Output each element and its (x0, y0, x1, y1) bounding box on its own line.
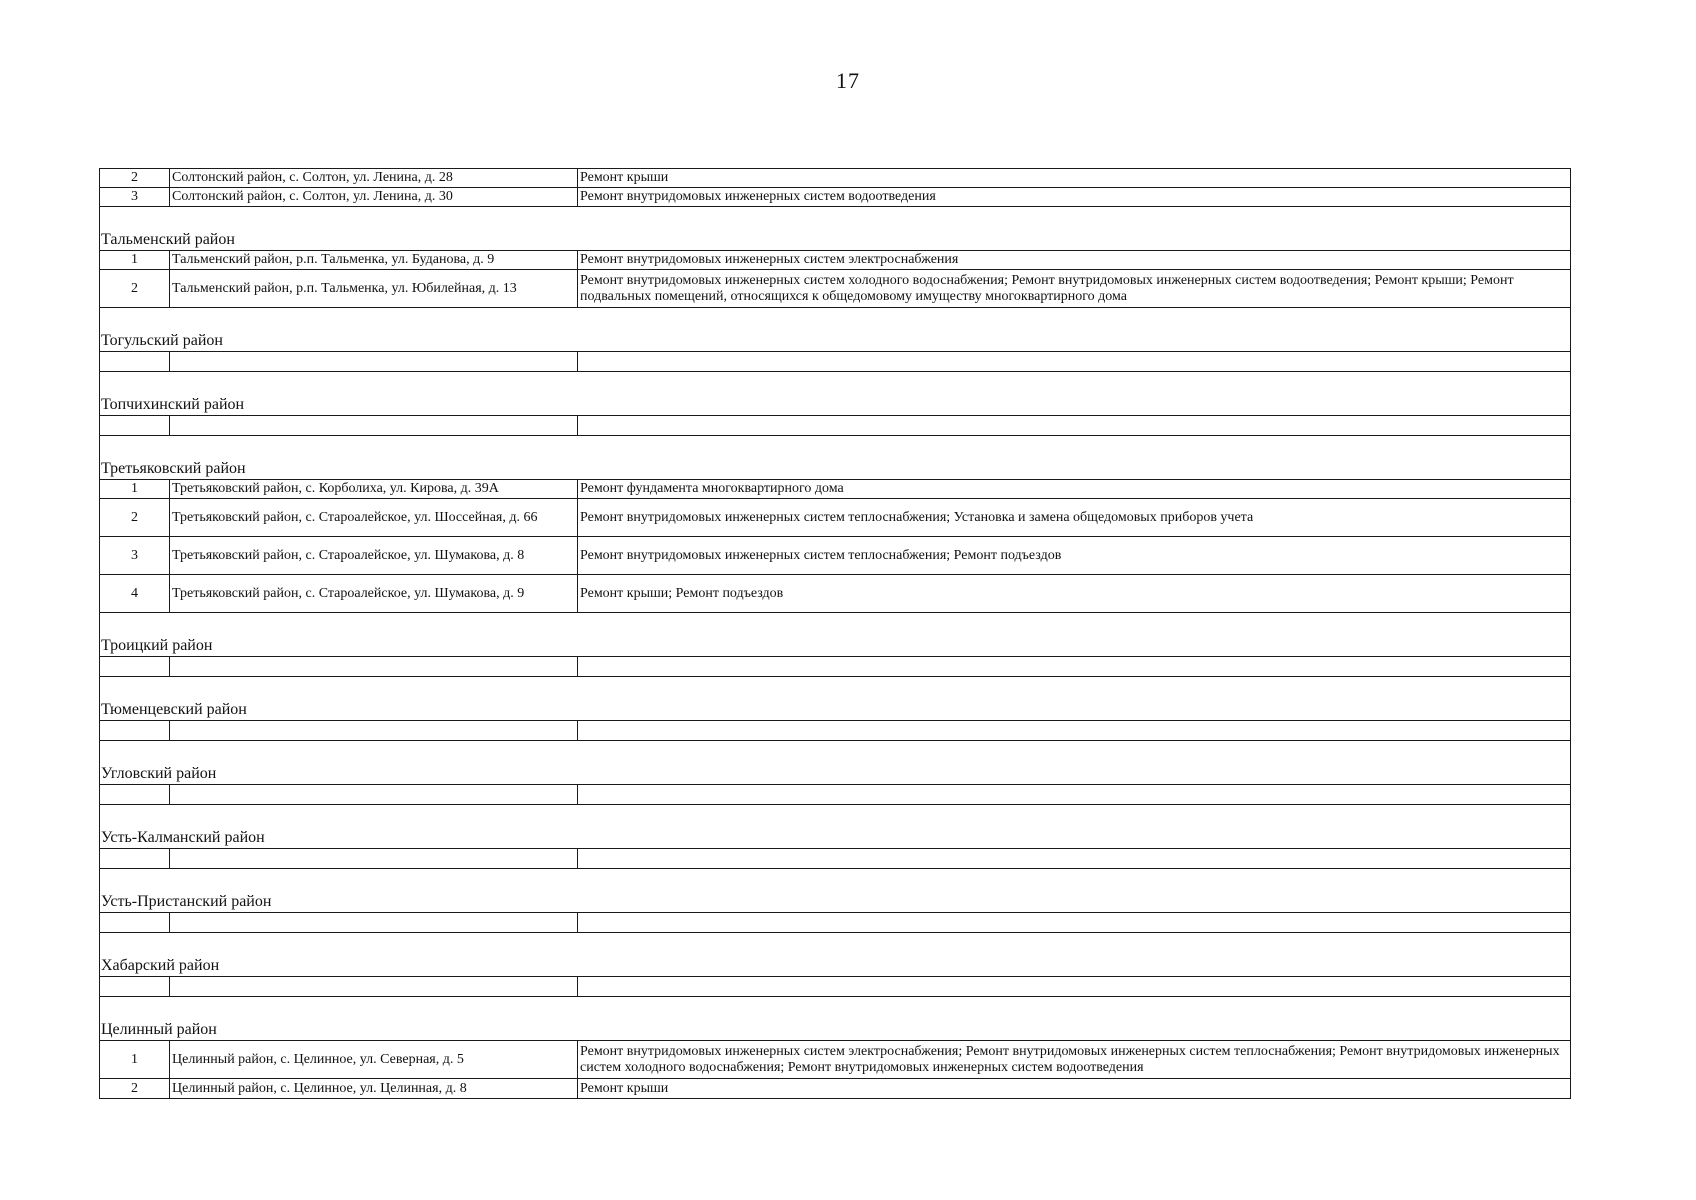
row-work-type: Ремонт фундамента многоквартирного дома (580, 481, 844, 496)
row-address: Третьяковский район, с. Староалейское, ул. Шумакова, д. 9 (170, 575, 578, 612)
district-name: Усть-Пристанский район (101, 893, 272, 910)
table-row (100, 480, 1570, 499)
table-row (100, 251, 1570, 270)
row-number (100, 352, 170, 371)
row-number: 1 (100, 480, 170, 498)
table-row (100, 785, 1570, 805)
row-work-type (578, 657, 1570, 676)
row-number: 4 (100, 575, 170, 612)
row-number (100, 721, 170, 740)
row-address (170, 721, 578, 740)
row-work-type: Ремонт крыши (580, 1080, 669, 1096)
district-header (100, 677, 1570, 721)
district-name: Хабарский район (101, 957, 220, 974)
district-header (100, 933, 1570, 977)
row-work-type (578, 785, 1570, 804)
row-address: Тальменский район, р.п. Тальменка, ул. Юбилейная, д. 13 (170, 270, 578, 307)
table-row (100, 169, 1570, 188)
page-number: 17 (836, 68, 860, 93)
row-address: Тальменский район, р.п. Тальменка, ул. Буданова, д. 9 (170, 251, 578, 269)
row-number: 2 (100, 499, 170, 536)
table-row (100, 416, 1570, 436)
row-address (170, 416, 578, 435)
row-number (100, 785, 170, 804)
row-address (170, 352, 578, 371)
table-row (100, 499, 1570, 537)
district-name: Тюменцевский район (101, 701, 247, 718)
row-number (100, 977, 170, 996)
row-number (100, 849, 170, 868)
row-work-type (578, 416, 1570, 435)
row-address (170, 657, 578, 676)
row-address: Солтонский район, с. Солтон, ул. Ленина, д. 28 (170, 169, 578, 187)
district-header (100, 372, 1570, 416)
row-number (100, 657, 170, 676)
row-number: 2 (100, 1079, 170, 1098)
row-address: Целинный район, с. Целинное, ул. Северная, д. 5 (170, 1041, 578, 1078)
row-address: Третьяковский район, с. Староалейское, ул. Шумакова, д. 8 (170, 537, 578, 574)
row-work-type: Ремонт крыши; Ремонт подъездов (580, 585, 784, 601)
row-work-type (578, 977, 1570, 996)
district-name: Тальменский район (101, 231, 235, 248)
district-header (100, 207, 1570, 251)
district-header (100, 741, 1570, 785)
row-address (170, 849, 578, 868)
table-row (100, 537, 1570, 575)
row-address: Третьяковский район, с. Староалейское, ул. Шоссейная, д. 66 (170, 499, 578, 536)
district-name: Топчихинский район (101, 396, 245, 413)
table-row (100, 575, 1570, 613)
table-row (100, 188, 1570, 207)
row-work-type (578, 913, 1570, 932)
row-work-type (578, 849, 1570, 868)
table-row (100, 977, 1570, 997)
district-name: Угловский район (101, 765, 217, 782)
table-row (100, 1079, 1570, 1098)
district-header (100, 805, 1570, 849)
row-address (170, 977, 578, 996)
row-work-type: Ремонт внутридомовых инженерных систем электроснабжения (580, 252, 959, 267)
district-header (100, 308, 1570, 352)
row-number (100, 913, 170, 932)
district-header (100, 869, 1570, 913)
table-row (100, 352, 1570, 372)
table-row (100, 657, 1570, 677)
table-row (100, 721, 1570, 741)
table-row (100, 849, 1570, 869)
repair-program-table (99, 168, 1571, 1099)
row-work-type (578, 721, 1570, 740)
row-number: 3 (100, 537, 170, 574)
row-work-type: Ремонт внутридомовых инженерных систем теплоснабжения; Установка и замена общедомовых приборов учета (580, 509, 1254, 525)
row-work-type: Ремонт внутридомовых инженерных систем водоотведения (580, 189, 936, 204)
row-work-type (578, 352, 1570, 371)
row-work-type: Ремонт крыши (580, 170, 669, 185)
row-work-type: Ремонт внутридомовых инженерных систем теплоснабжения; Ремонт подъездов (580, 547, 1062, 563)
row-work-type: Ремонт внутридомовых инженерных систем холодного водоснабжения; Ремонт внутридомовых инженерных систем водоотведения; Ремонт крыши; Ремонт подвальных помещений, относящихся к общедомовому имуществу многоквартирного дома (580, 272, 1514, 304)
district-name: Целинный район (101, 1021, 217, 1038)
row-number (100, 416, 170, 435)
row-address: Целинный район, с. Целинное, ул. Целинная, д. 8 (170, 1079, 578, 1098)
district-header (100, 613, 1570, 657)
district-name: Тогульский район (101, 332, 223, 349)
district-name: Третьяковский район (101, 460, 246, 477)
district-header (100, 997, 1570, 1041)
table-row (100, 1041, 1570, 1079)
row-number: 2 (100, 169, 170, 187)
table-row (100, 270, 1570, 308)
row-number: 2 (100, 270, 170, 307)
district-header (100, 436, 1570, 480)
row-address (170, 913, 578, 932)
row-number: 1 (100, 251, 170, 269)
district-name: Усть-Калманский район (101, 829, 265, 846)
row-number: 1 (100, 1041, 170, 1078)
table-row (100, 913, 1570, 933)
row-address: Солтонский район, с. Солтон, ул. Ленина, д. 30 (170, 188, 578, 206)
district-name: Троицкий район (101, 637, 213, 654)
row-work-type: Ремонт внутридомовых инженерных систем электроснабжения; Ремонт внутридомовых инженерных систем теплоснабжения; Ремонт внутридомовых инженерных систем холодного водоснабжения; Ремонт внутридомовых инженерных систем водоотведения (580, 1043, 1560, 1075)
row-address: Третьяковский район, с. Корболиха, ул. Кирова, д. 39А (170, 480, 578, 498)
row-number: 3 (100, 188, 170, 206)
row-address (170, 785, 578, 804)
